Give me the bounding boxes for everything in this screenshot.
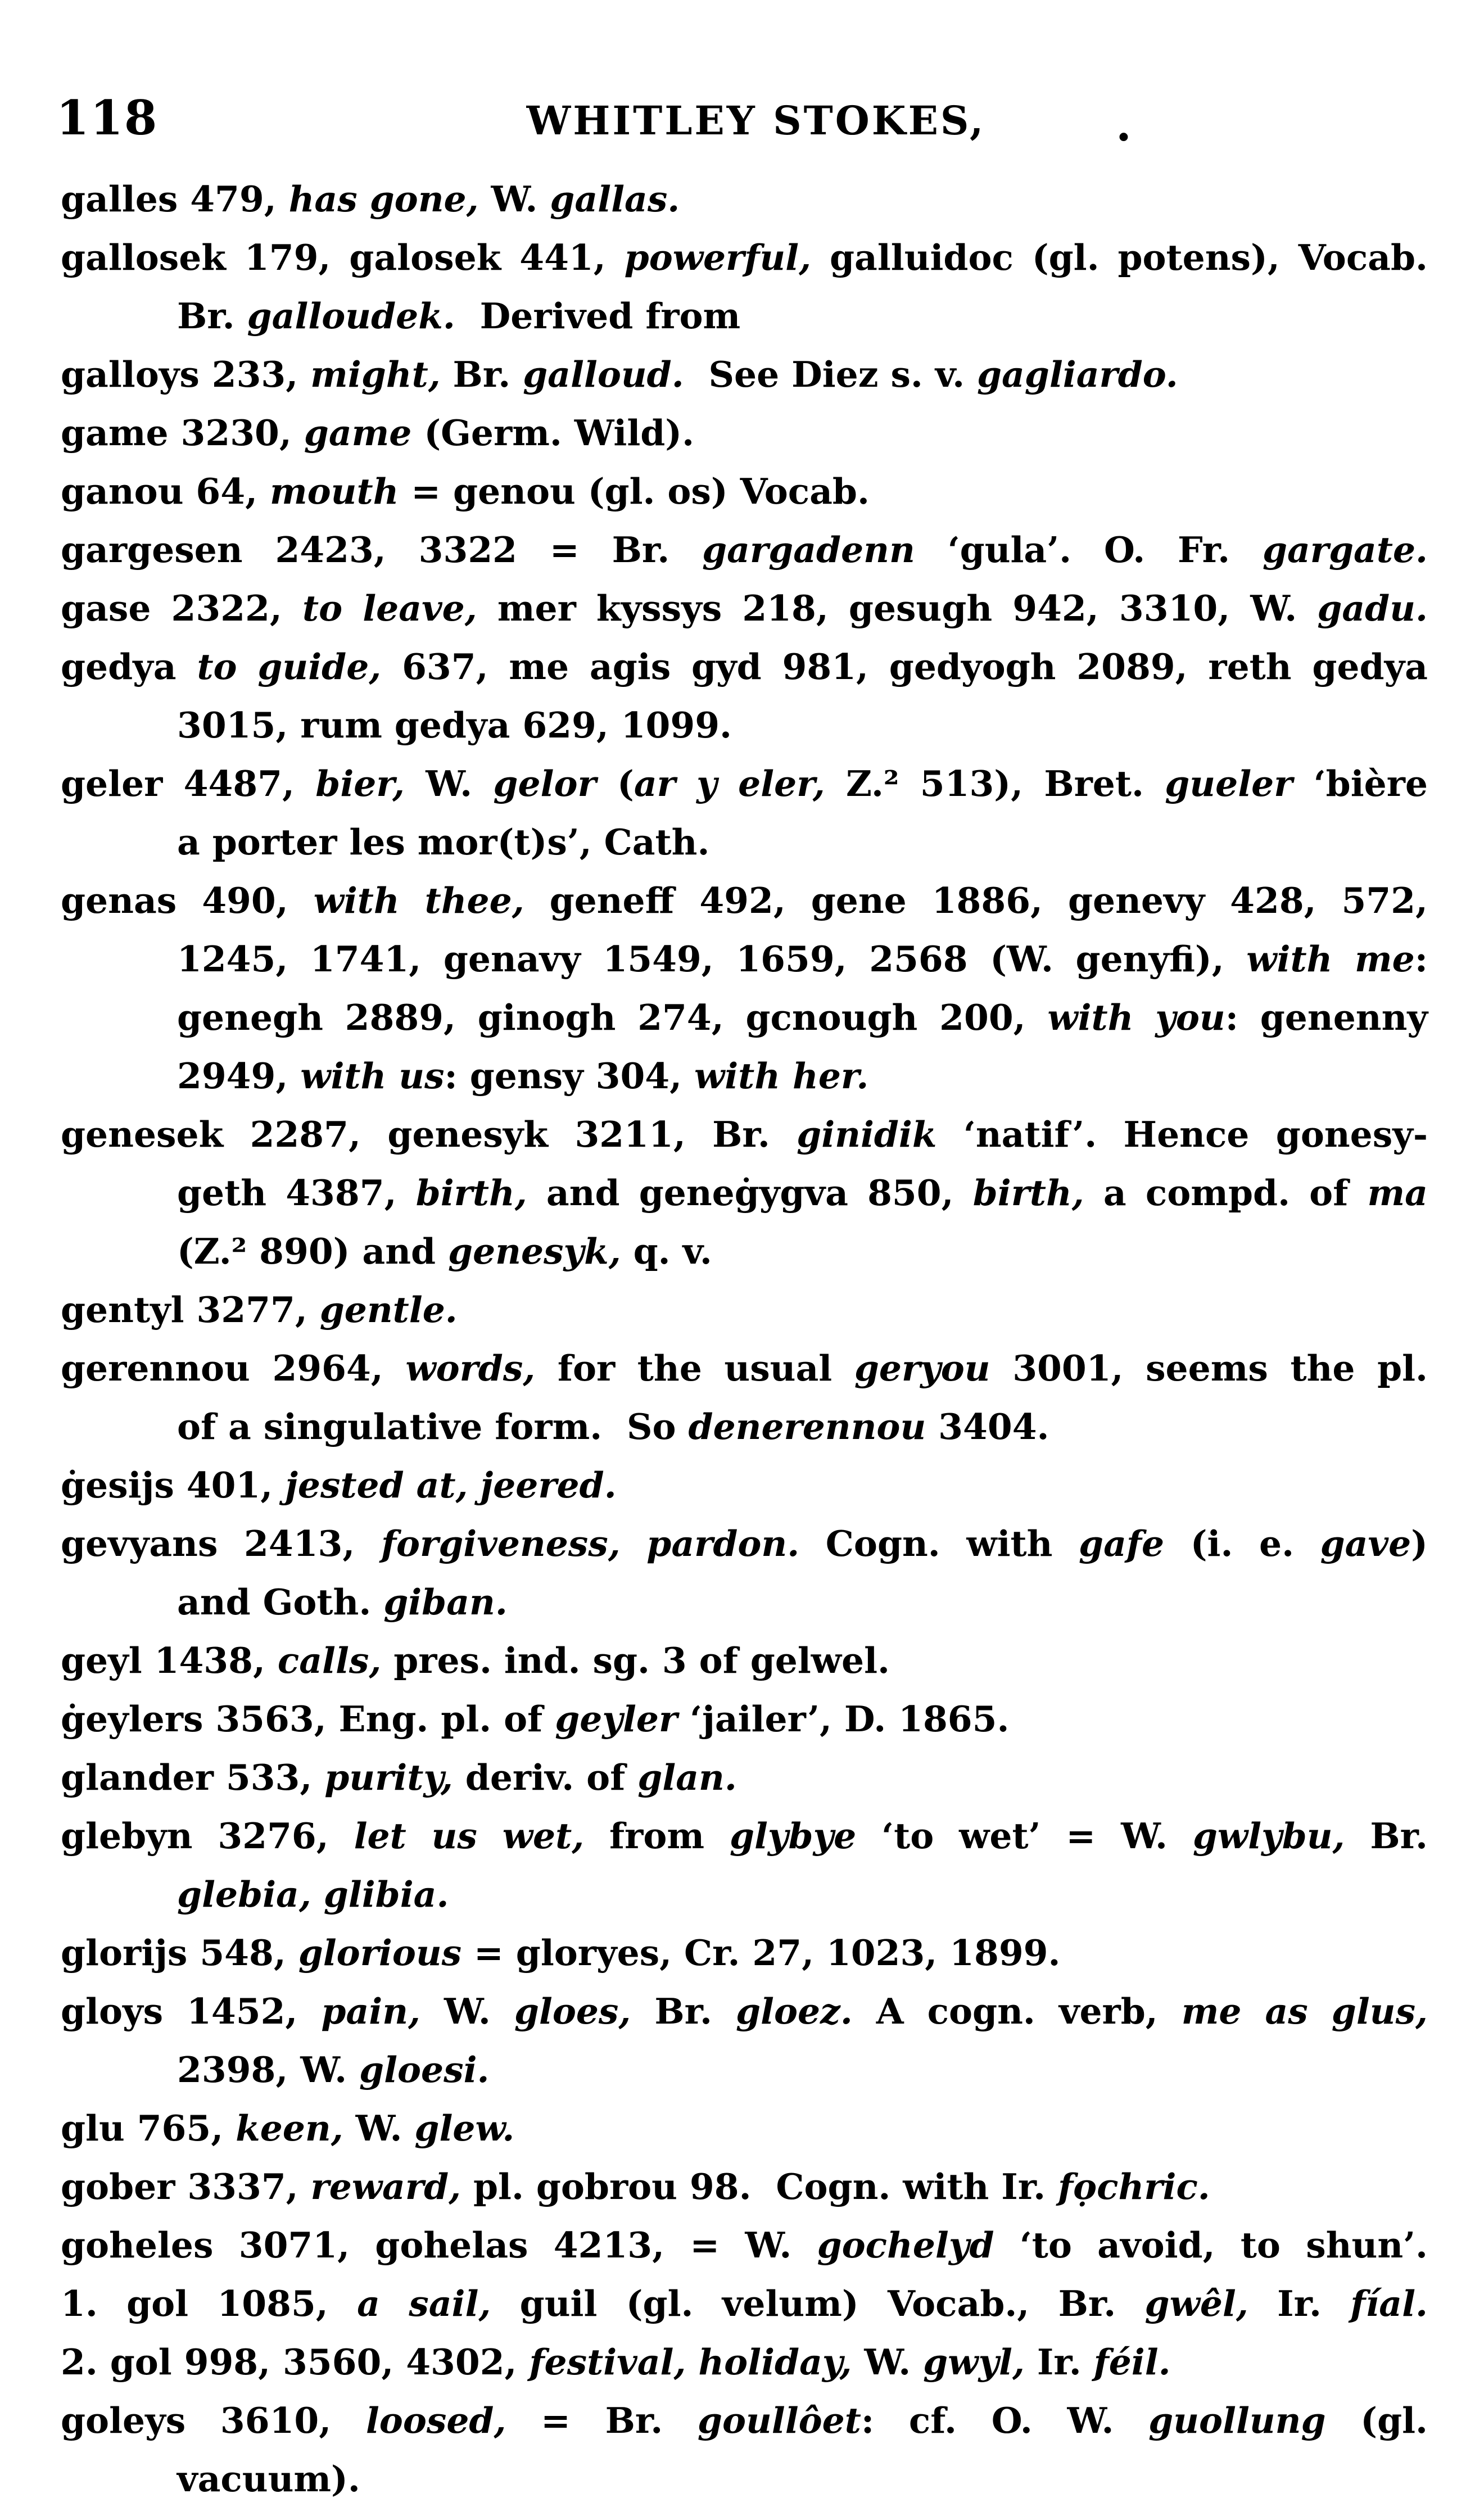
- dictionary-line: [61, 1924, 1428, 1982]
- text-segment: Br.: [631, 1990, 736, 2032]
- italic-text-segment: guollung: [1148, 2400, 1326, 2441]
- italic-text-segment: gwyl,: [923, 2341, 1025, 2383]
- dictionary-line: [61, 1748, 1428, 1807]
- italic-text-segment: powerful,: [624, 237, 812, 278]
- dictionary-line: [61, 696, 1428, 754]
- text-segment: game 3230,: [61, 412, 304, 454]
- italic-text-segment: might,: [310, 354, 441, 395]
- italic-text-segment: giban.: [383, 1581, 508, 1623]
- dictionary-line: [61, 1222, 1428, 1280]
- text-segment: 2398, W.: [177, 2049, 360, 2090]
- dictionary-line: [61, 2391, 1428, 2450]
- italic-text-segment: to guide,: [197, 646, 382, 687]
- text-segment: (: [596, 763, 634, 804]
- italic-text-segment: genesyk,: [448, 1230, 621, 1272]
- text-segment: ġeylers 3563, Eng. pl. of: [61, 1698, 555, 1740]
- text-segment: geler 4487,: [61, 763, 316, 804]
- italic-text-segment: words,: [405, 1347, 536, 1389]
- italic-text-segment: festival, holiday,: [529, 2341, 852, 2383]
- italic-text-segment: jested at, jeered.: [285, 1464, 617, 1506]
- text-segment: of a singulative form. So: [177, 1406, 689, 1447]
- dictionary-line: [61, 1339, 1428, 1397]
- dictionary-line: [61, 1164, 1428, 1222]
- italic-text-segment: mouth: [269, 470, 399, 512]
- text-segment: Ir.: [1024, 2341, 1094, 2383]
- text-segment: a compd. of: [1084, 1172, 1368, 1214]
- text-segment: deriv. of: [453, 1757, 638, 1798]
- dictionary-line: [61, 462, 1428, 521]
- italic-text-segment: goullôet: [697, 2400, 861, 2441]
- text-segment: 3404.: [926, 1406, 1049, 1447]
- text-segment: 1. gol 1085,: [61, 2283, 358, 2324]
- italic-text-segment: fọchric.: [1058, 2166, 1210, 2207]
- italic-text-segment: gelor: [493, 763, 596, 804]
- italic-text-segment: glybye: [729, 1815, 857, 1857]
- dictionary-line: [61, 287, 1428, 345]
- text-segment: ‘bière: [1292, 763, 1428, 804]
- text-segment: gallosek 179, galosek 441,: [61, 237, 625, 278]
- italic-text-segment: ma: [1367, 1172, 1428, 1214]
- text-segment: q. v.: [621, 1230, 712, 1272]
- dictionary-line: [61, 1631, 1428, 1690]
- dictionary-line: [61, 1280, 1428, 1339]
- text-segment: ‘to wet’ = W.: [856, 1815, 1193, 1857]
- text-segment: See Diez s. v.: [684, 354, 977, 395]
- italic-text-segment: gwêl,: [1144, 2283, 1248, 2324]
- dictionary-line: [61, 1105, 1428, 1164]
- text-segment: gedya: [61, 646, 197, 687]
- running-title: WHITLEY STOKES,: [526, 97, 986, 144]
- italic-text-segment: galloudek.: [247, 295, 455, 337]
- text-segment: glebyn 3276,: [61, 1815, 354, 1857]
- text-segment: Z.² 513), Bret.: [825, 763, 1165, 804]
- italic-text-segment: with us: [300, 1055, 445, 1097]
- text-segment: W.: [343, 2107, 415, 2149]
- text-segment: 2. gol 998, 3560, 4302,: [61, 2341, 530, 2383]
- italic-text-segment: keen,: [236, 2107, 343, 2149]
- text-segment: genesek 2287, genesyk 3211, Br.: [61, 1114, 797, 1155]
- dictionary-line: [61, 1514, 1428, 1573]
- text-segment: gerennou 2964,: [61, 1347, 406, 1389]
- text-segment: for the usual: [535, 1347, 854, 1389]
- text-segment: ): [1411, 1523, 1428, 1564]
- dictionary-line: [61, 930, 1428, 988]
- text-segment: (i. e.: [1164, 1523, 1320, 1564]
- italic-text-segment: a sail,: [357, 2283, 491, 2324]
- text-segment: 637, me agis gyd 981, gedyogh 2089, reth gedya: [381, 646, 1428, 687]
- italic-text-segment: gueler: [1165, 763, 1293, 804]
- page-number: 118: [56, 90, 159, 146]
- italic-text-segment: glorious: [298, 1932, 462, 1974]
- italic-text-segment: calls,: [277, 1640, 382, 1681]
- italic-text-segment: galloud.: [523, 354, 684, 395]
- text-segment: galles 479,: [61, 178, 289, 220]
- text-segment: glorijs 548,: [61, 1932, 298, 1974]
- text-segment: (Z.² 890) and: [177, 1230, 449, 1272]
- dictionary-line: [61, 2216, 1428, 2274]
- text-segment: geneff 492, gene 1886, genevy 428, 572,: [524, 880, 1428, 921]
- italic-text-segment: gadu.: [1317, 587, 1428, 629]
- text-segment: goleys 3610,: [61, 2400, 366, 2441]
- dictionary-line: [61, 871, 1428, 930]
- text-segment: gevyans 2413,: [61, 1523, 381, 1564]
- italic-text-segment: me as glus,: [1181, 1990, 1428, 2032]
- text-segment: W.: [404, 763, 494, 804]
- text-segment: = Br.: [506, 2400, 698, 2441]
- text-segment: : gensy 304,: [444, 1055, 695, 1097]
- text-segment: geth 4387,: [177, 1172, 416, 1214]
- dictionary-line: [61, 345, 1428, 404]
- italic-text-segment: birth,: [415, 1172, 527, 1214]
- dictionary-line: [61, 2450, 1428, 2507]
- text-segment: genegh 2889, ginogh 274, gcnough 200,: [177, 997, 1048, 1038]
- text-segment: genas 490,: [61, 880, 314, 921]
- italic-text-segment: ginidik: [797, 1114, 937, 1155]
- text-segment: gloys 1452,: [61, 1990, 322, 2032]
- text-segment: vacuum).: [177, 2458, 360, 2500]
- text-segment: guil (gl. velum) Vocab., Br.: [491, 2283, 1145, 2324]
- text-segment: gober 3337,: [61, 2166, 311, 2207]
- italic-text-segment: purity,: [324, 1757, 453, 1798]
- text-segment: A cogn. verb,: [852, 1990, 1182, 2032]
- dictionary-line: [61, 1397, 1428, 1456]
- dictionary-line: [61, 813, 1428, 871]
- italic-text-segment: fíal.: [1350, 2283, 1428, 2324]
- text-segment: gentyl 3277,: [61, 1289, 320, 1331]
- italic-text-segment: gloes,: [514, 1990, 631, 2032]
- dictionary-line: [61, 1047, 1428, 1105]
- italic-text-segment: gave: [1320, 1523, 1411, 1564]
- text-segment: Br.: [177, 295, 247, 337]
- italic-text-segment: gagliardo.: [976, 354, 1178, 395]
- text-segment: ganou 64,: [61, 470, 270, 512]
- italic-text-segment: birth,: [972, 1172, 1084, 1214]
- text-segment: galluidoc (gl. potens), Vocab.: [811, 237, 1428, 278]
- page-header: [0, 90, 1484, 156]
- text-segment: goheles 3071, gohelas 4213, = W.: [61, 2224, 817, 2266]
- dictionary-line: [61, 2333, 1428, 2391]
- italic-text-segment: forgiveness, pardon.: [381, 1523, 800, 1564]
- italic-text-segment: glew.: [414, 2107, 515, 2149]
- italic-text-segment: with you: [1047, 997, 1225, 1038]
- text-segment: = gloryes, Cr. 27, 1023, 1899.: [462, 1932, 1061, 1974]
- text-segment: from: [584, 1815, 730, 1857]
- italic-text-segment: gargate.: [1262, 529, 1428, 571]
- text-segment: ġesijs 401,: [61, 1464, 286, 1506]
- dictionary-line: [61, 2099, 1428, 2157]
- italic-text-segment: geryou: [854, 1347, 990, 1389]
- dictionary-line: [61, 1573, 1428, 1631]
- italic-text-segment: let us wet,: [354, 1815, 585, 1857]
- italic-text-segment: gochelyd: [817, 2224, 994, 2266]
- italic-text-segment: with thee,: [313, 880, 524, 921]
- text-segment: and Goth.: [177, 1581, 384, 1623]
- stray-ink-mark: .: [1116, 98, 1132, 151]
- dictionary-line: [61, 2157, 1428, 2216]
- text-segment: : genenny: [1225, 997, 1428, 1038]
- dictionary-line: [61, 988, 1428, 1047]
- text-segment: W.: [420, 1990, 514, 2032]
- italic-text-segment: glebia, glibia.: [177, 1874, 449, 1915]
- dictionary-line: [61, 521, 1428, 579]
- text-segment: mer kyssys 218, gesugh 942, 3310, W.: [477, 587, 1318, 629]
- dictionary-line: [61, 404, 1428, 462]
- text-segment: galloys 233,: [61, 354, 311, 395]
- italic-text-segment: ar y eler,: [634, 763, 825, 804]
- text-segment: pres. ind. sg. 3 of gelwel.: [381, 1640, 890, 1681]
- text-segment: (gl.: [1325, 2400, 1428, 2441]
- text-segment: Br.: [440, 354, 523, 395]
- text-segment: 2949,: [177, 1055, 301, 1097]
- dictionary-line: [61, 2040, 1428, 2099]
- dictionary-line: [61, 170, 1428, 228]
- text-segment: and geneġygva 850,: [527, 1172, 973, 1214]
- italic-text-segment: geyler: [555, 1698, 678, 1740]
- text-segment: Derived from: [455, 295, 741, 337]
- dictionary-line: [61, 2274, 1428, 2333]
- dictionary-line: [61, 754, 1428, 813]
- italic-text-segment: féil.: [1093, 2341, 1171, 2383]
- dictionary-line: [61, 1865, 1428, 1924]
- text-segment: ‘natif’. Hence gonesy-: [936, 1114, 1428, 1155]
- italic-text-segment: gentle.: [319, 1289, 458, 1331]
- italic-text-segment: gloesi.: [359, 2049, 490, 2090]
- italic-text-segment: gloez.: [735, 1990, 853, 2032]
- italic-text-segment: to leave,: [302, 587, 477, 629]
- italic-text-segment: glan.: [637, 1757, 737, 1798]
- italic-text-segment: with me: [1246, 938, 1415, 980]
- italic-text-segment: has gone,: [288, 178, 479, 220]
- italic-text-segment: reward,: [310, 2166, 462, 2207]
- dictionary-line: [61, 1690, 1428, 1748]
- glossary-entries: [61, 170, 1428, 2507]
- text-segment: glander 533,: [61, 1757, 325, 1798]
- dictionary-line: [61, 1982, 1428, 2040]
- text-segment: Ir.: [1248, 2283, 1351, 2324]
- text-segment: Cogn. with: [799, 1523, 1079, 1564]
- text-segment: : cf. O. W.: [861, 2400, 1149, 2441]
- italic-text-segment: gargadenn: [702, 529, 915, 571]
- text-segment: W.: [852, 2341, 924, 2383]
- dictionary-line: [61, 1807, 1428, 1865]
- text-segment: ‘jailer’, D. 1865.: [677, 1698, 1010, 1740]
- italic-text-segment: gwlybu,: [1192, 1815, 1345, 1857]
- text-segment: gargesen 2423, 3322 = Br.: [61, 529, 703, 571]
- text-segment: geyl 1438,: [61, 1640, 278, 1681]
- dictionary-line: [61, 637, 1428, 696]
- text-segment: :: [1414, 938, 1428, 980]
- dictionary-line: [61, 1456, 1428, 1514]
- text-segment: = genou (gl. os) Vocab.: [399, 470, 870, 512]
- text-segment: pl. gobrou 98. Cogn. with Ir.: [461, 2166, 1058, 2207]
- text-segment: Br.: [1345, 1815, 1428, 1857]
- text-segment: glu 765,: [61, 2107, 236, 2149]
- italic-text-segment: bier,: [315, 763, 405, 804]
- text-segment: W.: [478, 178, 550, 220]
- italic-text-segment: gafe: [1079, 1523, 1165, 1564]
- text-segment: (Germ. Wild).: [411, 412, 695, 454]
- italic-text-segment: gallas.: [550, 178, 680, 220]
- italic-text-segment: denerennou: [688, 1406, 926, 1447]
- dictionary-line: [61, 228, 1428, 287]
- text-segment: 3001, seems the pl.: [990, 1347, 1428, 1389]
- text-segment: ‘gula’. O. Fr.: [915, 529, 1263, 571]
- text-segment: a porter les mor(t)s’, Cath.: [177, 821, 710, 863]
- text-segment: ‘to avoid, to shun’.: [994, 2224, 1428, 2266]
- text-segment: gase 2322,: [61, 587, 302, 629]
- italic-text-segment: pain,: [321, 1990, 420, 2032]
- text-segment: 1245, 1741, genavy 1549, 1659, 2568 (W. genyfi),: [177, 938, 1247, 980]
- dictionary-line: [61, 579, 1428, 637]
- italic-text-segment: with her.: [694, 1055, 869, 1097]
- text-segment: 3015, rum gedya 629, 1099.: [177, 704, 732, 746]
- italic-text-segment: loosed,: [365, 2400, 506, 2441]
- italic-text-segment: game: [304, 412, 412, 454]
